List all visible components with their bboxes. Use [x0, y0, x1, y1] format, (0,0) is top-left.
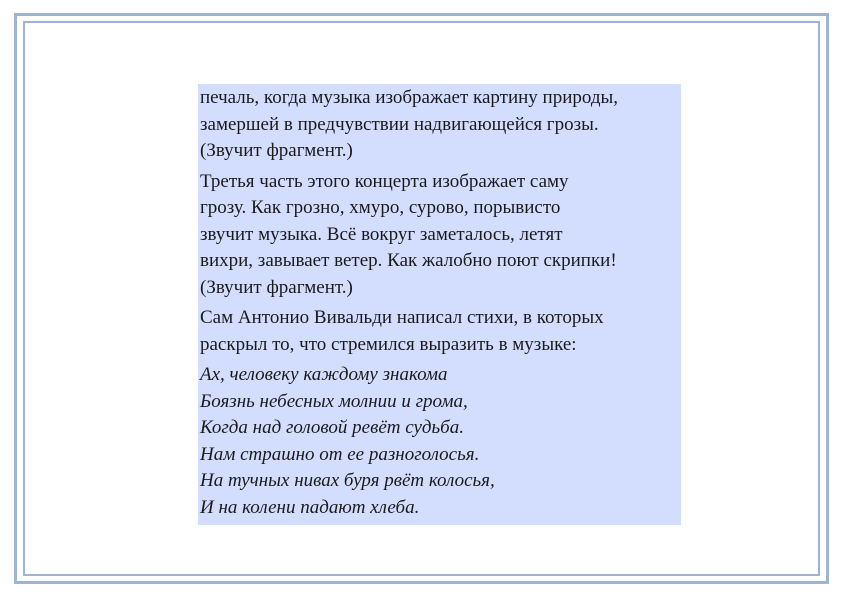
text-line: (Звучит фрагмент.) — [200, 140, 353, 161]
poem-line: Нам страшно от ее разноголосья. — [200, 443, 480, 465]
paragraph-2 — [200, 169, 681, 302]
text-line: замершей в предчувствии надвигающейся грозы. — [200, 113, 599, 135]
text-line: вихри, завывает ветер. Как жалобно поют скрипки! — [200, 250, 617, 271]
text-line: грозу. Как грозно, хмуро, сурово, порывисто — [200, 197, 561, 218]
text-line: (Звучит фрагмент.) — [200, 276, 353, 298]
text-line: Третья часть этого концерта изображает саму — [200, 170, 569, 192]
paragraph-3 — [200, 305, 681, 358]
text-box — [198, 84, 681, 525]
poem-line: И на колени падают хлеба. — [200, 496, 420, 518]
poem-line: Боязнь небесных молнии и грома, — [200, 390, 468, 412]
text-line: звучит музыка. Всё вокруг заметалось, летят — [200, 223, 563, 245]
text-line: раскрыл то, что стремился выразить в музыке: — [200, 333, 577, 355]
poem-line: На тучных нивах буря рвёт колосья, — [200, 470, 495, 491]
poem-line: Ах, человеку каждому знакома — [200, 364, 448, 385]
paragraph-1 — [200, 85, 681, 165]
poem — [200, 362, 681, 521]
text-line: Сам Антонио Вивальди написал стихи, в которых — [200, 307, 604, 328]
text-line: печаль, когда музыка изображает картину природы, — [200, 87, 619, 108]
poem-line: Когда над головой ревёт судьба. — [200, 417, 464, 438]
